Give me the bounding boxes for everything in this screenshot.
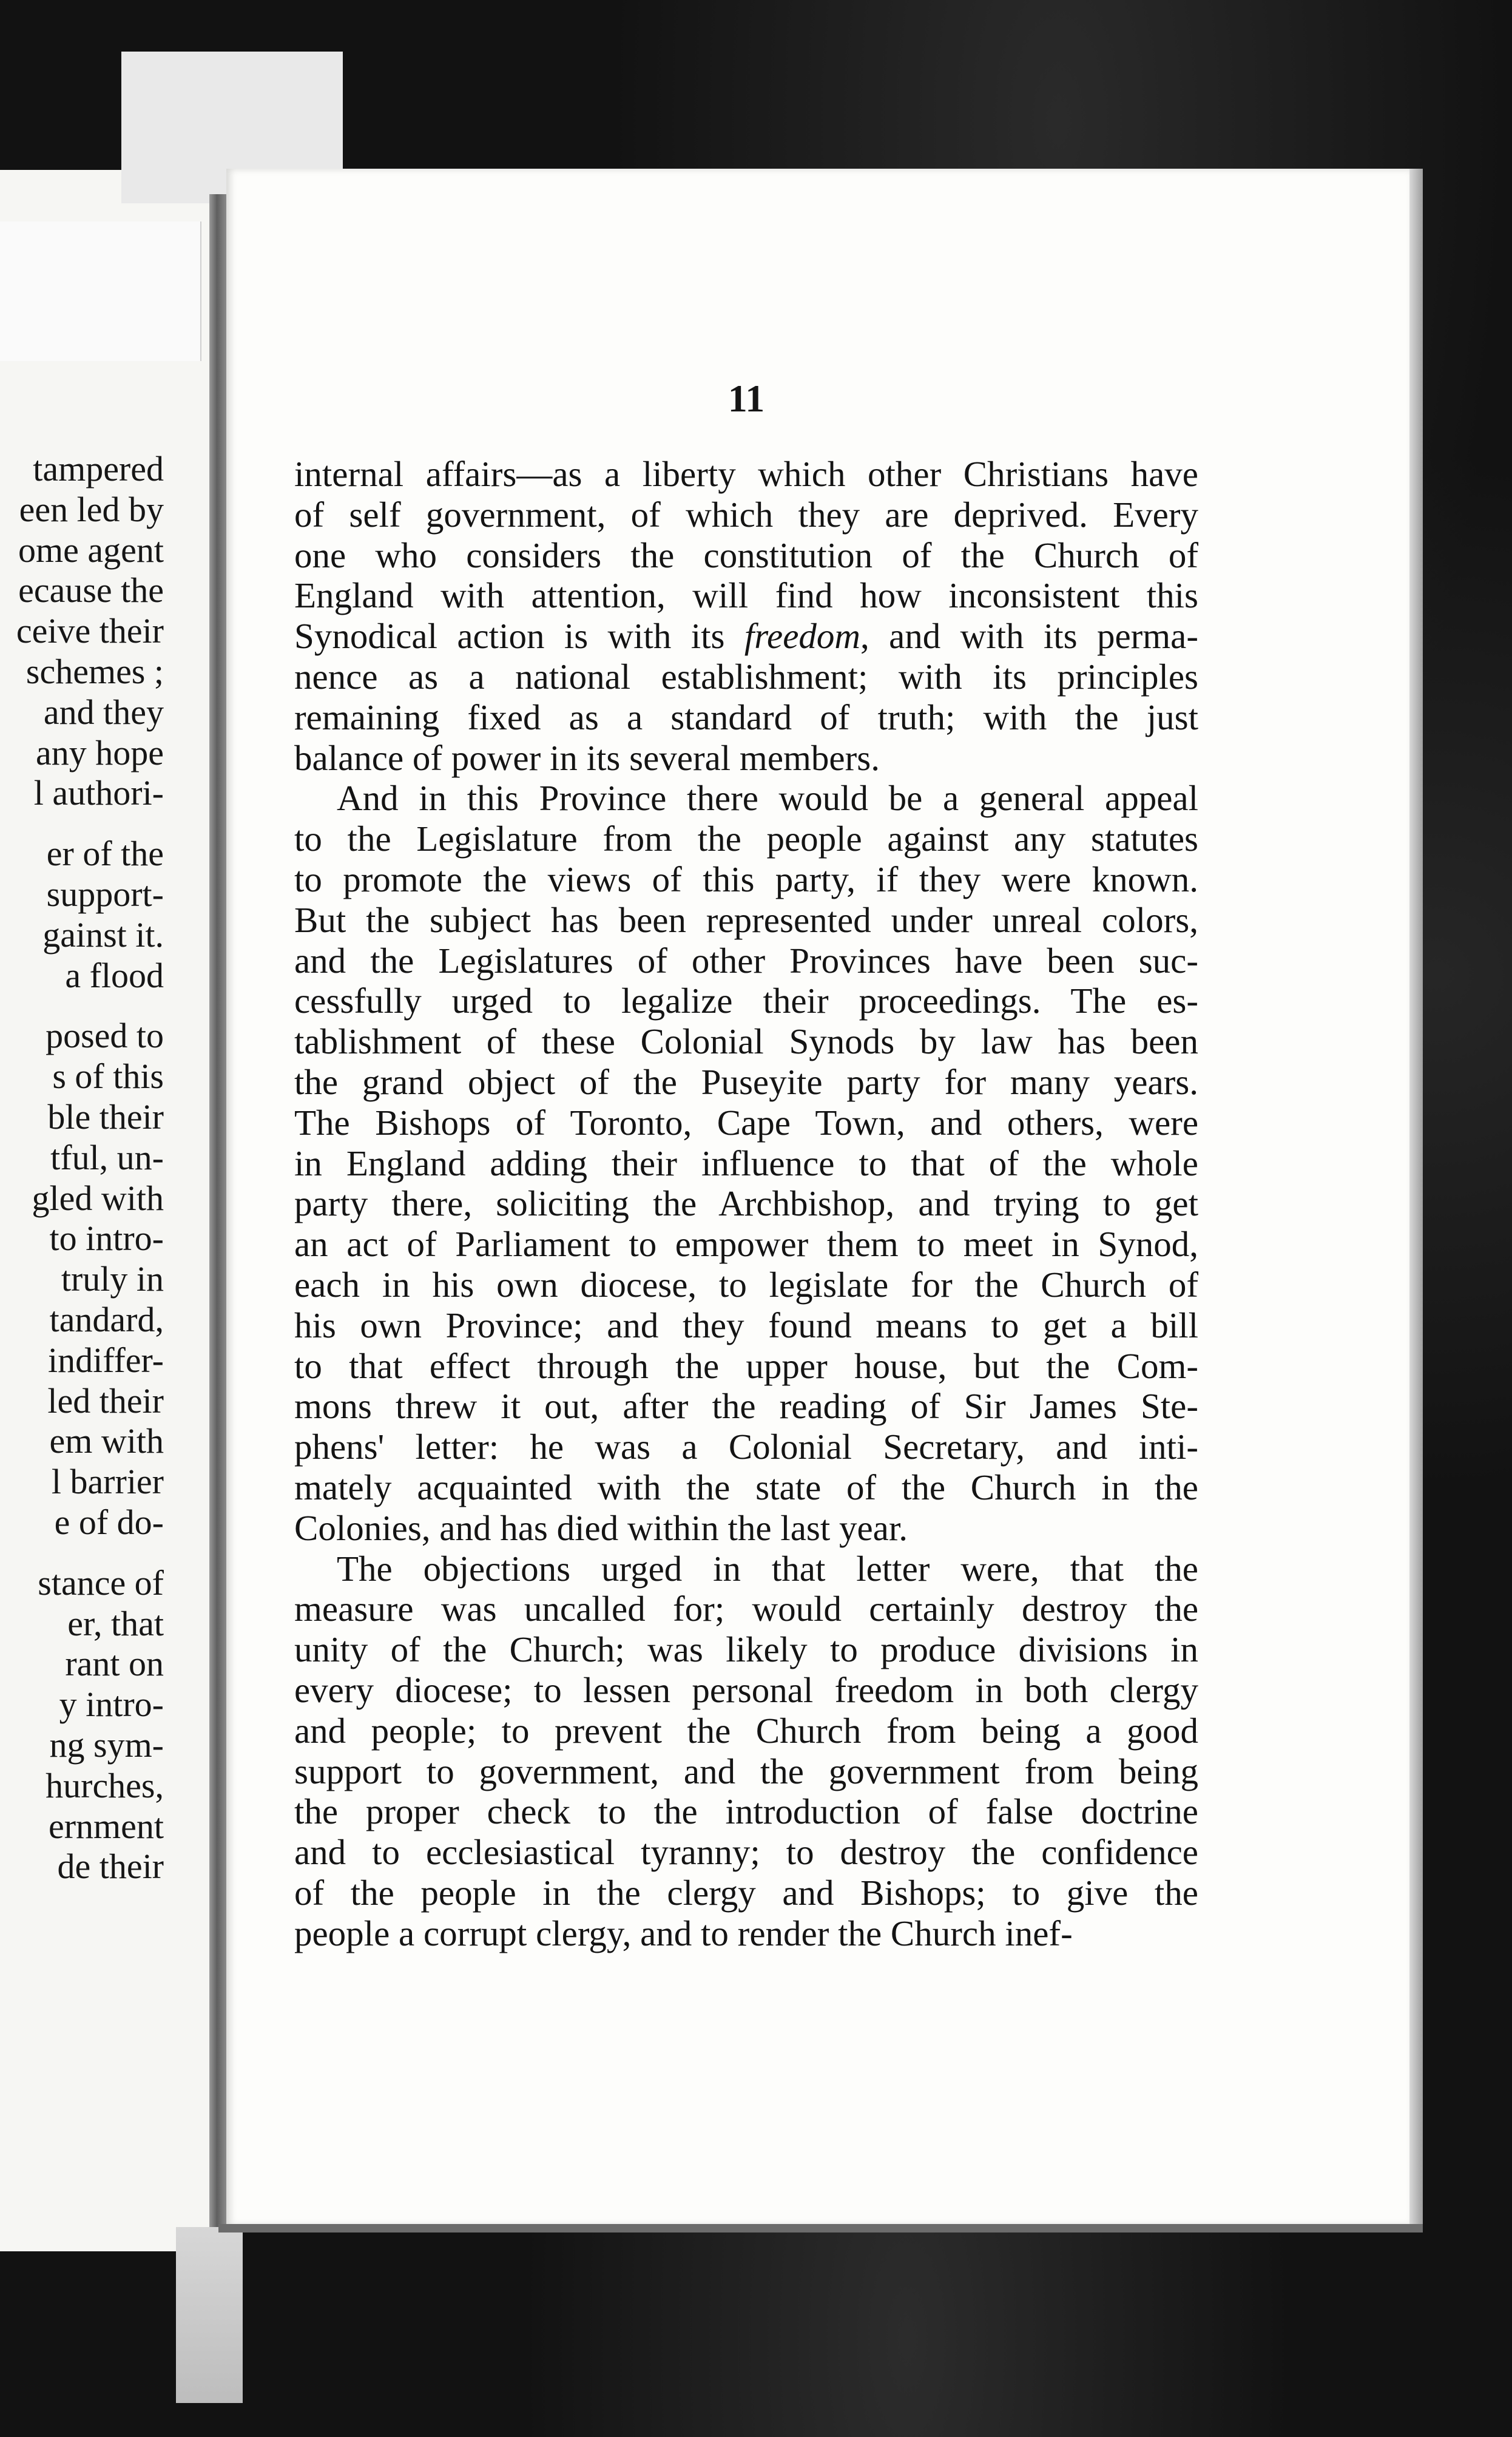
left-page-line: indiffer- [47,1340,164,1380]
left-page-text [0,449,164,1887]
left-page-line: schemes ; [25,651,164,691]
left-page-line: and they [43,692,164,732]
left-page-gap [0,1543,164,1563]
text-line: measure was uncalled for; would certainly destroy the [294,1589,1198,1629]
spine-edge [176,2227,243,2403]
text-line: the grand object of the Puseyite party for many years. [294,1061,1198,1102]
text-line: mons threw it out, after the reading of Sir James Ste- [294,1386,1198,1427]
left-page-gap [0,814,164,834]
text-line: every diocese; to lessen personal freedom in both clergy [294,1669,1198,1710]
paragraph [294,778,1198,1548]
left-page-line: em with [49,1421,164,1461]
left-page-line: l barrier [51,1462,164,1502]
text-line: of self government, of which they are deprived. Every [294,494,1198,535]
text-line: people a corrupt clergy, and to render the Church inef- [294,1913,1073,1953]
left-page-line: s of this [52,1056,164,1097]
left-page-line: tampered [33,449,164,488]
page-edge [1409,169,1423,2227]
left-page-line: to intro- [49,1218,164,1259]
text-line: The objections urged in that letter were, that the [337,1548,1198,1589]
text-line: and the Legislatures of other Provinces have been suc- [294,940,1198,981]
left-page-line: led their [47,1381,164,1421]
left-page-line: stance of [38,1563,164,1603]
page-shadow [218,2224,1423,2233]
left-page-line: posed to [46,1016,164,1056]
left-page-line: gled with [32,1178,164,1218]
text-line: Synodical action is with its freedom, and with its perma- [294,616,1199,657]
text-line: unity of the Church; was likely to produce divisions in [294,1629,1198,1670]
text-line: in England adding their influence to that of the whole [294,1143,1198,1183]
left-page-line: er, that [67,1603,164,1643]
left-page-line: rant on [65,1644,164,1684]
left-page-line: ceive their [16,611,164,651]
left-page-line: a flood [65,955,164,995]
text-line: Colonies, and has died within the last year. [294,1507,908,1548]
left-page-line: y intro- [59,1685,164,1725]
text-line: remaining fixed as a standard of truth; with the just [294,697,1198,737]
text-line: internal affairs—as a liberty which other Christians have [294,454,1198,494]
text-line: to the Legislature from the people against any statutes [294,819,1198,859]
left-page-line: tful, un- [50,1137,164,1177]
left-page-line: er of the [46,834,164,874]
left-page-gap [0,996,164,1016]
left-page-line: support- [46,874,164,914]
text-line: party there, soliciting the Archbishop, and trying to get [294,1183,1198,1224]
text-line: cessfully urged to legalize their proceedings. The es- [294,981,1198,1021]
text-line: And in this Province there would be a general appeal [337,778,1198,819]
text-line: an act of Parliament to empower them to meet in Synod, [294,1224,1198,1265]
text-line: each in his own diocese, to legislate for the Church of [294,1264,1198,1305]
page-number: 11 [727,377,765,420]
paragraph [294,1549,1198,1954]
text-line: support to government, and the government from being [294,1751,1198,1791]
left-page-line: ome agent [18,530,164,570]
text-line: to promote the views of this party, if they were known. [294,859,1198,899]
left-page-line: een led by [19,489,164,529]
page-body [294,454,1198,1953]
text-line: tablishment of these Colonial Synods by law has been [294,1021,1198,1062]
text-line: nence as a national establishment; with its principles [294,656,1198,697]
left-page-line: tandard, [49,1299,164,1339]
text-line: and people; to prevent the Church from being a good [294,1710,1198,1751]
left-page-line: ernment [48,1806,164,1846]
left-page-line: l authori- [33,773,164,813]
text-line: to that effect through the upper house, but the Com- [294,1345,1198,1386]
left-page-line: ng sym- [49,1725,164,1765]
left-page-line: e of do- [54,1502,164,1542]
book-spine [209,194,226,2227]
text-line: of the people in the clergy and Bishops; to give the [294,1872,1198,1913]
text-line: But the subject has been represented under unreal colors, [294,899,1198,940]
text-line: phens' letter: he was a Colonial Secretary, and inti- [294,1427,1198,1467]
text-line: his own Province; and they found means to get a bill [294,1305,1198,1345]
text-line: the proper check to the introduction of false doctrine [294,1791,1198,1832]
paragraph [294,454,1198,778]
left-page-line: ecause the [18,570,164,610]
text-line: England with attention, will find how inconsistent this [294,575,1198,616]
text-line: one who considers the constitution of the Church of [294,535,1198,575]
left-page-line: gainst it. [42,914,164,955]
text-line: and to ecclesiastical tyranny; to destroy the confidence [294,1832,1198,1873]
left-page-line: ble their [47,1097,164,1137]
left-page-line: de their [57,1847,164,1887]
text-line: mately acquainted with the state of the Church in the [294,1467,1198,1507]
left-page-line: any hope [36,732,164,772]
text-line: balance of power in its several members. [294,737,880,778]
left-page-line: hurches, [46,1765,164,1805]
text-line: The Bishops of Toronto, Cape Town, and others, were [294,1102,1198,1143]
left-page-line: truly in [61,1259,164,1299]
left-page-margin [0,221,201,361]
